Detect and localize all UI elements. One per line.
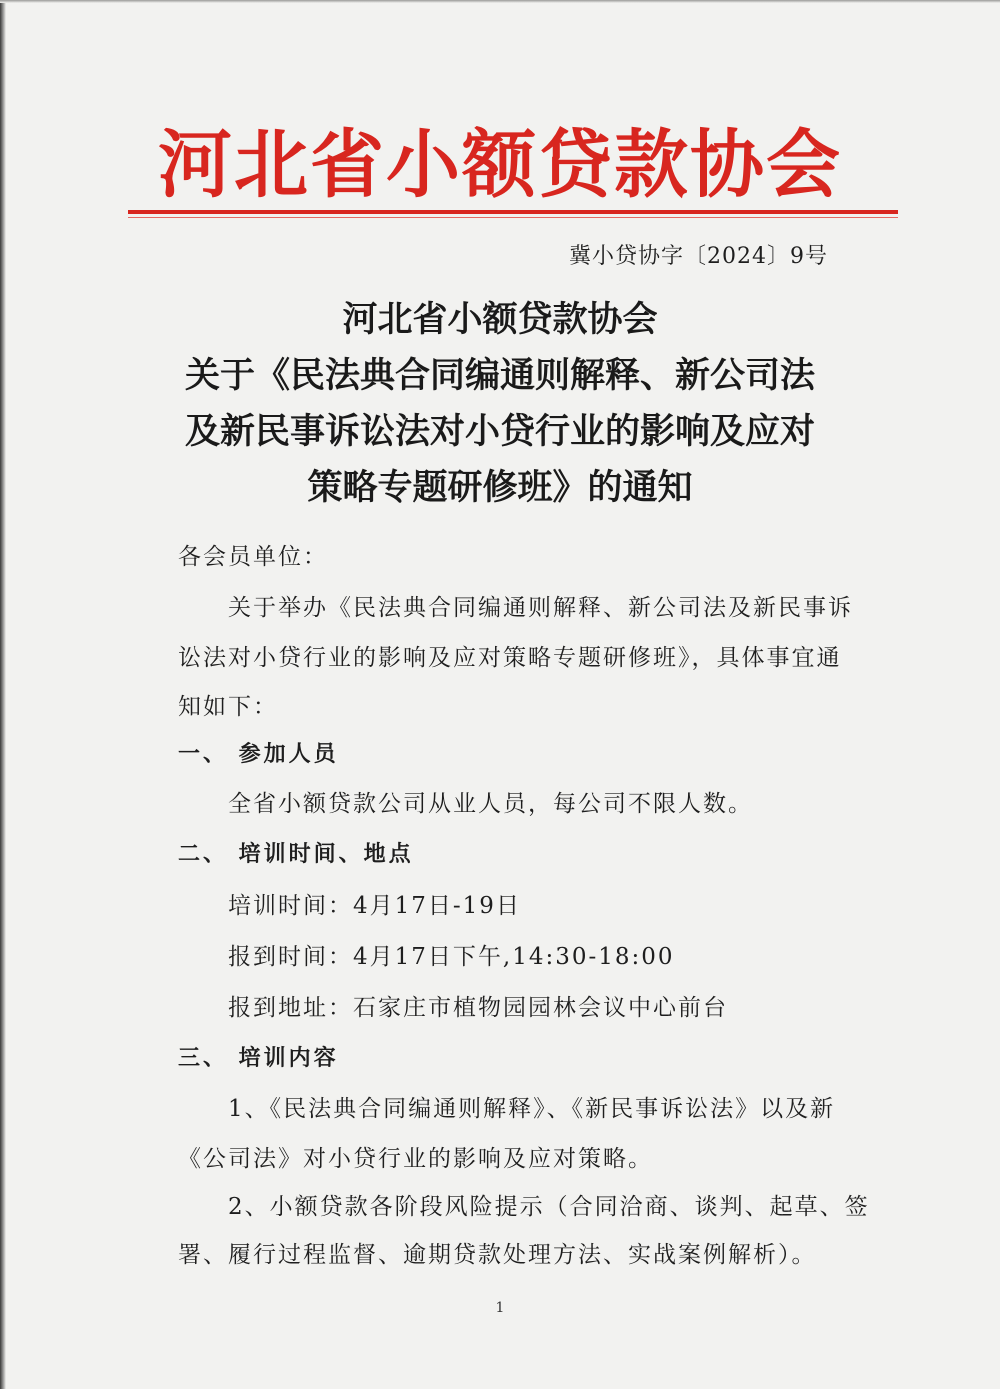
page-number: 1 (495, 1300, 505, 1316)
check-in-address: 报到地址：石家庄市植物园园林会议中心前台 (228, 995, 728, 1021)
organization-header: 河北省小额贷款协会 (158, 122, 842, 208)
title-line-1: 河北省小额贷款协会 (342, 300, 658, 340)
content-item-2-line-1: 2、小额贷款各阶段风险提示（合同洽商、谈判、起草、签 (228, 1194, 870, 1220)
title-line-4: 策略专题研修班》的通知 (307, 468, 693, 508)
section-heading-attendees: 一、 参加人员 (178, 742, 339, 767)
red-header-rule (128, 210, 898, 214)
check-in-time: 报到时间：4月17日下午,14:30-18:00 (228, 944, 675, 970)
content-item-1-line-1: 1、《民法典合同编通则解释》、《新民事诉讼法》以及新 (228, 1096, 836, 1122)
salutation: 各会员单位： (178, 544, 328, 570)
content-item-2-line-2: 署、履行过程监督、逾期贷款处理方法、实战案例解析）。 (178, 1242, 817, 1268)
notice-title (0, 292, 1000, 516)
content-item-1-line-2: 《公司法》对小贷行业的影响及应对策略。 (178, 1146, 653, 1172)
attendees-text: 全省小额贷款公司从业人员，每公司不限人数。 (228, 791, 753, 817)
intro-line-1: 关于举办《民法典合同编通则解释、新公司法及新民事诉 (228, 595, 853, 621)
title-line-2: 关于《民法典合同编通则解释、新公司法 (184, 356, 815, 396)
intro-line-2: 讼法对小贷行业的影响及应对策略专题研修班》，具体事宜通 (178, 645, 842, 671)
intro-line-3: 知如下： (178, 694, 278, 720)
section-heading-time-place: 二、 培训时间、地点 (178, 842, 414, 867)
page-top-shadow (0, 0, 1000, 3)
title-line-3: 及新民事诉讼法对小贷行业的影响及应对 (184, 412, 815, 452)
red-header-rule-thin (128, 217, 898, 218)
document-number: 冀小贷协字〔2024〕9号 (569, 244, 828, 269)
training-time: 培训时间：4月17日-19日 (228, 893, 521, 919)
section-heading-content: 三、 培训内容 (178, 1046, 339, 1071)
